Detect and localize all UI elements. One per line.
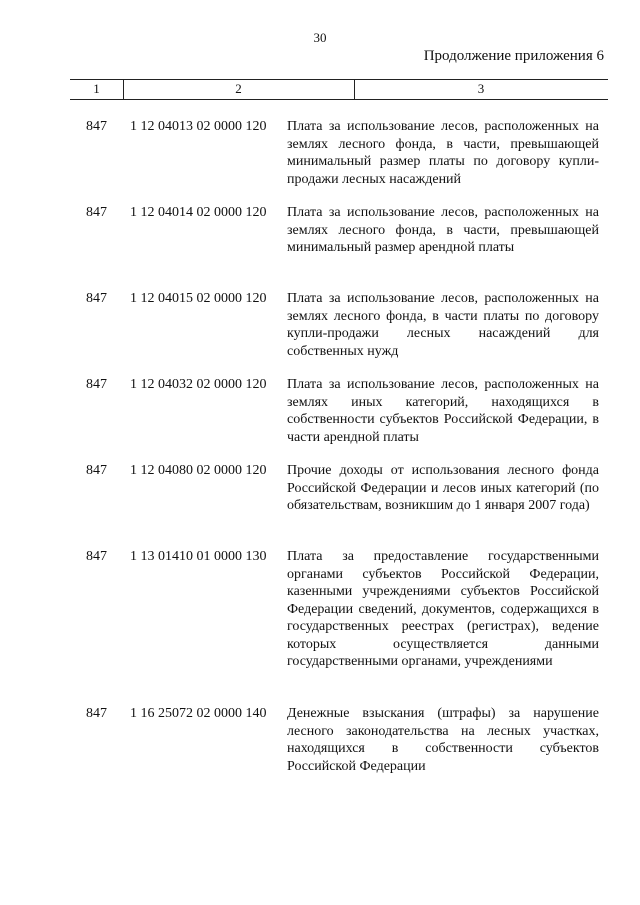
header-col-1: 1 [70, 80, 124, 99]
table-header [70, 79, 608, 100]
admin-code: 847 [86, 706, 107, 721]
admin-code: 847 [86, 377, 107, 392]
income-description: Плата за использование лесов, расположенных на землях лесного фонда, в части, превышающей минимальный размер арендной платы [287, 205, 599, 255]
income-description: Прочие доходы от использования лесного фонда Российской Федерации и лесов иных категорий (по обязательствам, возникшим до 1 января 2007 года) [287, 463, 599, 513]
income-code: 1 13 01410 01 0000 130 [130, 549, 267, 564]
income-code: 1 12 04015 02 0000 120 [130, 291, 267, 306]
income-description: Плата за использование лесов, расположенных на землях лесного фонда, в части, превышающей минимальный размер платы по договору купли-продажи лесных насаждений [287, 119, 599, 187]
income-code: 1 12 04014 02 0000 120 [130, 205, 267, 220]
income-description: Денежные взыскания (штрафы) за нарушение лесного законодательства на лесных участках, находящихся в собственности субъектов Российской Федерации [287, 706, 599, 774]
appendix-title: Продолжение приложения 6 [423, 48, 604, 64]
income-description: Плата за использование лесов, расположенных на землях лесного фонда, в части платы по договору купли-продажи лесных насаждений для собственных нужд [287, 291, 599, 359]
admin-code: 847 [86, 463, 107, 478]
income-code: 1 16 25072 02 0000 140 [130, 706, 267, 721]
admin-code: 847 [86, 205, 107, 220]
income-description: Плата за использование лесов, расположенных на землях иных категорий, находящихся в собственности субъектов Российской Федерации, в части арендной платы [287, 377, 599, 445]
admin-code: 847 [86, 549, 107, 564]
income-description: Плата за предоставление государственными органами субъектов Российской Федерации, казенными учреждениями субъектов Российской Федерации сведений, документов, содержащихся в государственных реестрах (регистрах), ведение которых осуществляется данными государственными органами, учреждениями [287, 549, 599, 669]
page-number: 30 [313, 30, 327, 45]
income-code: 1 12 04080 02 0000 120 [130, 463, 267, 478]
admin-code: 847 [86, 119, 107, 134]
header-col-2: 2 [123, 80, 355, 99]
header-col-3: 3 [477, 81, 485, 96]
income-code: 1 12 04032 02 0000 120 [130, 377, 267, 392]
admin-code: 847 [86, 291, 107, 306]
income-code: 1 12 04013 02 0000 120 [130, 119, 267, 134]
